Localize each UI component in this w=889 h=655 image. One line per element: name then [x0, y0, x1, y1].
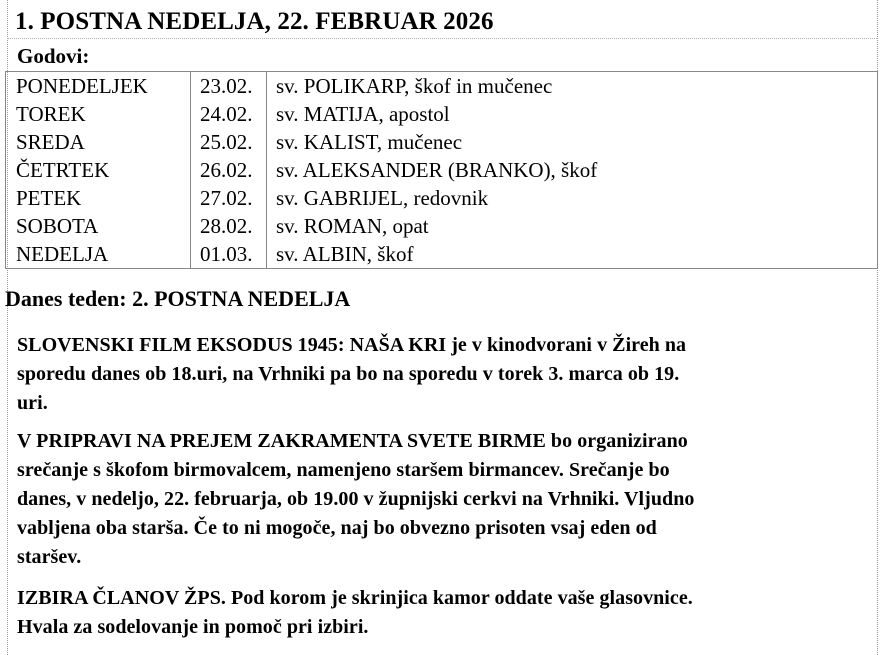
table-row [6, 100, 878, 128]
date-cell: 23.02. [191, 72, 267, 101]
date-cell: 24.02. [191, 100, 267, 128]
paragraph-line: srečanje s škofom birmovalcem, namenjeno staršem birmancev. Srečanje bo [17, 459, 670, 481]
feasts-table [5, 71, 878, 269]
page-title: 1. POSTNA NEDELJA, 22. FEBRUAR 2026 [15, 8, 494, 35]
date-cell: 26.02. [191, 156, 267, 184]
day-cell: PONEDELJEK [6, 72, 191, 101]
date-cell: 28.02. [191, 212, 267, 240]
day-cell: PETEK [6, 184, 191, 212]
paragraph-line: sporedu danes ob 18.uri, na Vrhniki pa bo na sporedu v torek 3. marca ob 19. [17, 363, 680, 385]
paragraph-line: SLOVENSKI FILM EKSODUS 1945: NAŠA KRI je v kinodvorani v Žireh na [17, 334, 687, 356]
table-row [6, 156, 878, 184]
day-cell: SOBOTA [6, 212, 191, 240]
saint-cell: sv. ALEKSANDER (BRANKO), škof [267, 156, 878, 184]
paragraph-line: uri. [17, 392, 48, 414]
saint-cell: sv. POLIKARP, škof in mučenec [267, 72, 878, 101]
saint-cell: sv. ROMAN, opat [267, 212, 878, 240]
day-cell: SREDA [6, 128, 191, 156]
date-cell: 25.02. [191, 128, 267, 156]
paragraph-line: vabljena oba starša. Če to ni mogoče, naj bo obvezno prisoten vsaj eden od [17, 517, 657, 539]
paragraph-line: IZBIRA ČLANOV ŽPS. Pod korom je skrinjica kamor oddate vaše glasovnice. [17, 587, 693, 609]
day-cell: TOREK [6, 100, 191, 128]
saint-cell: sv. MATIJA, apostol [267, 100, 878, 128]
paragraph-line: staršev. [17, 546, 82, 568]
feasts-heading: Godovi: [17, 44, 90, 68]
table-row [6, 212, 878, 240]
announcement-confirmation [17, 427, 875, 572]
next-week-title: Danes teden: 2. POSTNA NEDELJA [5, 286, 351, 311]
announcement-council-election [17, 584, 875, 642]
table-row [6, 240, 878, 269]
date-cell: 01.03. [191, 240, 267, 269]
table-row [6, 184, 878, 212]
paragraph-line: Hvala za sodelovanje in pomoč pri izbiri. [17, 616, 369, 638]
announcement-film [17, 331, 875, 418]
saint-cell: sv. GABRIJEL, redovnik [267, 184, 878, 212]
day-cell: ČETRTEK [6, 156, 191, 184]
date-cell: 27.02. [191, 184, 267, 212]
saint-cell: sv. ALBIN, škof [267, 240, 878, 269]
saint-cell: sv. KALIST, mučenec [267, 128, 878, 156]
paragraph-line: V PRIPRAVI NA PREJEM ZAKRAMENTA SVETE BIRME bo organizirano [17, 430, 688, 452]
paragraph-line: danes, v nedeljo, 22. februarja, ob 19.00 v župnijski cerkvi na Vrhniki. Vljudno [17, 488, 695, 510]
table-row [6, 128, 878, 156]
table-row [6, 72, 878, 101]
day-cell: NEDELJA [6, 240, 191, 269]
header-guide-line [7, 38, 877, 39]
